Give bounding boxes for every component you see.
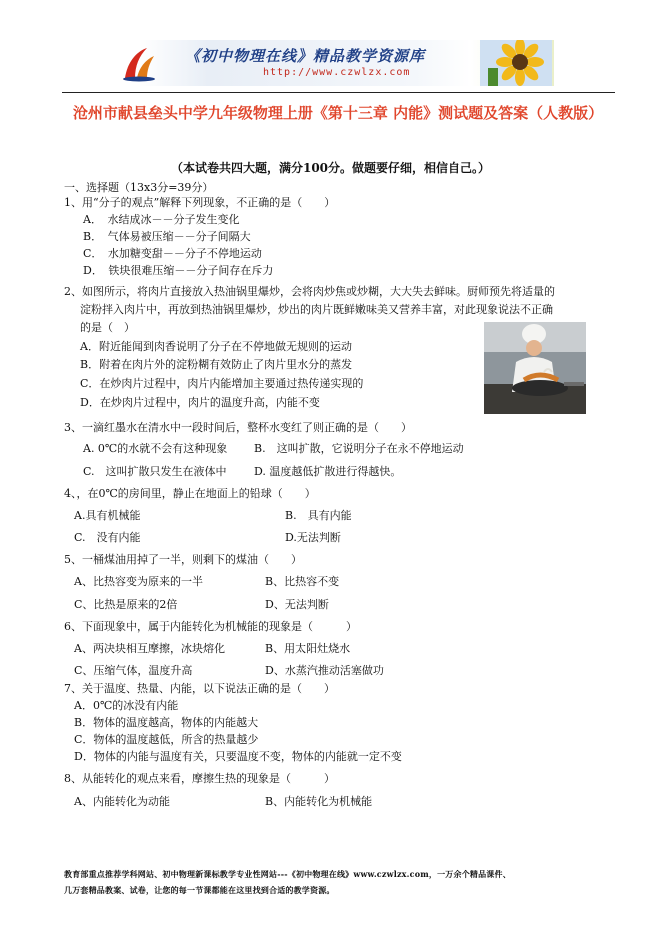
section-heading: 一、选择题（13x3分=39分）: [64, 181, 214, 194]
page-subtitle: （本试卷共四大题，满分100分。做题要仔细，相信自己。）: [170, 161, 491, 175]
question-2-stem-line-3: 的是（ ）: [80, 321, 135, 334]
question-2-stem-line-1: 2、如图所示，将肉片直接放入热油锅里爆炒，会将肉炒焦或炒糊，大大失去鲜味。厨师预先将适量的: [64, 285, 555, 298]
question-1-option-c: C． 水加糖变甜－－分子不停地运动: [83, 247, 262, 260]
sunflower-icon: [480, 40, 552, 86]
question-4-option-c: C. 没有内能: [74, 531, 141, 544]
question-3-option-b: B. 这叫扩散，它说明分子在永不停地运动: [254, 442, 464, 455]
question-7-option-b: B．物体的温度越高，物体的内能越大: [74, 716, 259, 729]
question-7-option-d: D．物体的内能与温度有关，只要温度不变，物体的内能就一定不变: [74, 750, 402, 763]
question-4-stem: 4、，在0℃的房间里，静止在地面上的铅球（ ）: [64, 487, 316, 500]
page-footer: [64, 866, 624, 898]
question-7-stem: 7、关于温度、热量、内能，以下说法正确的是（ ）: [64, 682, 335, 695]
question-8-stem: 8、从能转化的观点来看，摩擦生热的现象是（ ）: [64, 772, 335, 785]
question-4-option-d: D.无法判断: [285, 531, 341, 544]
question-5-stem: 5、一桶煤油用掉了一半，则剩下的煤油（ ）: [64, 553, 302, 566]
question-6-option-a: A、两决块相互摩擦，冰块熔化: [74, 642, 225, 655]
question-3-option-d: D. 温度越低扩散进行得越快。: [254, 465, 402, 478]
chef-photo: [484, 322, 586, 414]
question-2-option-b: B．附着在肉片外的淀粉糊有效防止了肉片里水分的蒸发: [80, 358, 353, 371]
question-6-option-d: D、水蒸汽推动活塞做功: [265, 664, 384, 677]
question-3-option-a: A. 0℃的水就不会有这种现象: [83, 442, 228, 455]
question-2-stem-line-2: 淀粉拌入肉片中，再放到热油锅里爆炒，炒出的肉片既鲜嫩味美又营养丰富，对此现象说法不正确: [80, 303, 553, 316]
chef-cooking-image-icon: [484, 322, 586, 414]
banner-slogan: 《初中物理在线》精品教学资源库: [185, 47, 426, 65]
question-6-option-c: C、压缩气体，温度升高: [74, 664, 193, 677]
question-7-option-c: C．物体的温度越低，所含的热量越少: [74, 733, 259, 746]
question-8-option-a: A、内能转化为动能: [74, 795, 170, 808]
question-7-option-a: A．0℃的冰没有内能: [74, 699, 179, 712]
question-1-option-d: D． 铁块很难压缩－－分子间存在斥力: [83, 264, 274, 277]
question-5-option-c: C、比热是原来的2倍: [74, 598, 178, 611]
question-4-option-a: A.具有机械能: [74, 509, 141, 522]
question-2-option-d: D．在炒肉片过程中，肉片的温度升高，内能不变: [80, 396, 320, 409]
header-divider: [62, 92, 615, 93]
footer-line-2: 几万套精品教案、试卷，让您的每一节课都能在这里找到合适的教学资源。: [64, 885, 335, 895]
site-logo-icon: [121, 44, 157, 82]
question-5-option-b: B、比热容不变: [265, 575, 340, 588]
header-banner: [93, 40, 554, 86]
question-5-option-a: A、比热容变为原来的一半: [74, 575, 203, 588]
banner-url[interactable]: http://www.czwlzx.com: [263, 67, 411, 78]
page-title: 沧州市献县垒头中学九年级物理上册《第十三章 内能》测试题及答案（人教版）: [72, 104, 604, 122]
question-4-option-b: B. 具有内能: [285, 509, 352, 522]
question-8-option-b: B、内能转化为机械能: [265, 795, 373, 808]
question-2-option-a: A．附近能闻到肉香说明了分子在不停地做无规则的运动: [80, 340, 352, 353]
question-3-stem: 3、一滴红墨水在清水中一段时间后，整杯水变红了则正确的是（ ）: [64, 421, 412, 434]
question-6-option-b: B、用太阳灶烧水: [265, 642, 351, 655]
footer-line-1: 教育部重点推荐学科网站、初中物理新课标教学专业性网站---《初中物理在线》www.czwlzx.com，一万余个精品课件、: [64, 869, 511, 879]
question-6-stem: 6、下面现象中，属于内能转化为机械能的现象是（ ）: [64, 620, 357, 633]
question-1-option-a: A． 水结成冰－－分子发生变化: [83, 213, 240, 226]
question-1-stem: 1、用“分子的观点”解释下列现象，不正确的是（ ）: [64, 196, 336, 209]
question-5-option-d: D、无法判断: [265, 598, 329, 611]
question-3-option-c: C. 这叫扩散只发生在液体中: [83, 465, 227, 478]
question-2-option-c: C．在炒肉片过程中，肉片内能增加主要通过热传递实现的: [80, 377, 364, 390]
question-1-option-b: B． 气体易被压缩－－分子间隔大: [83, 230, 251, 243]
